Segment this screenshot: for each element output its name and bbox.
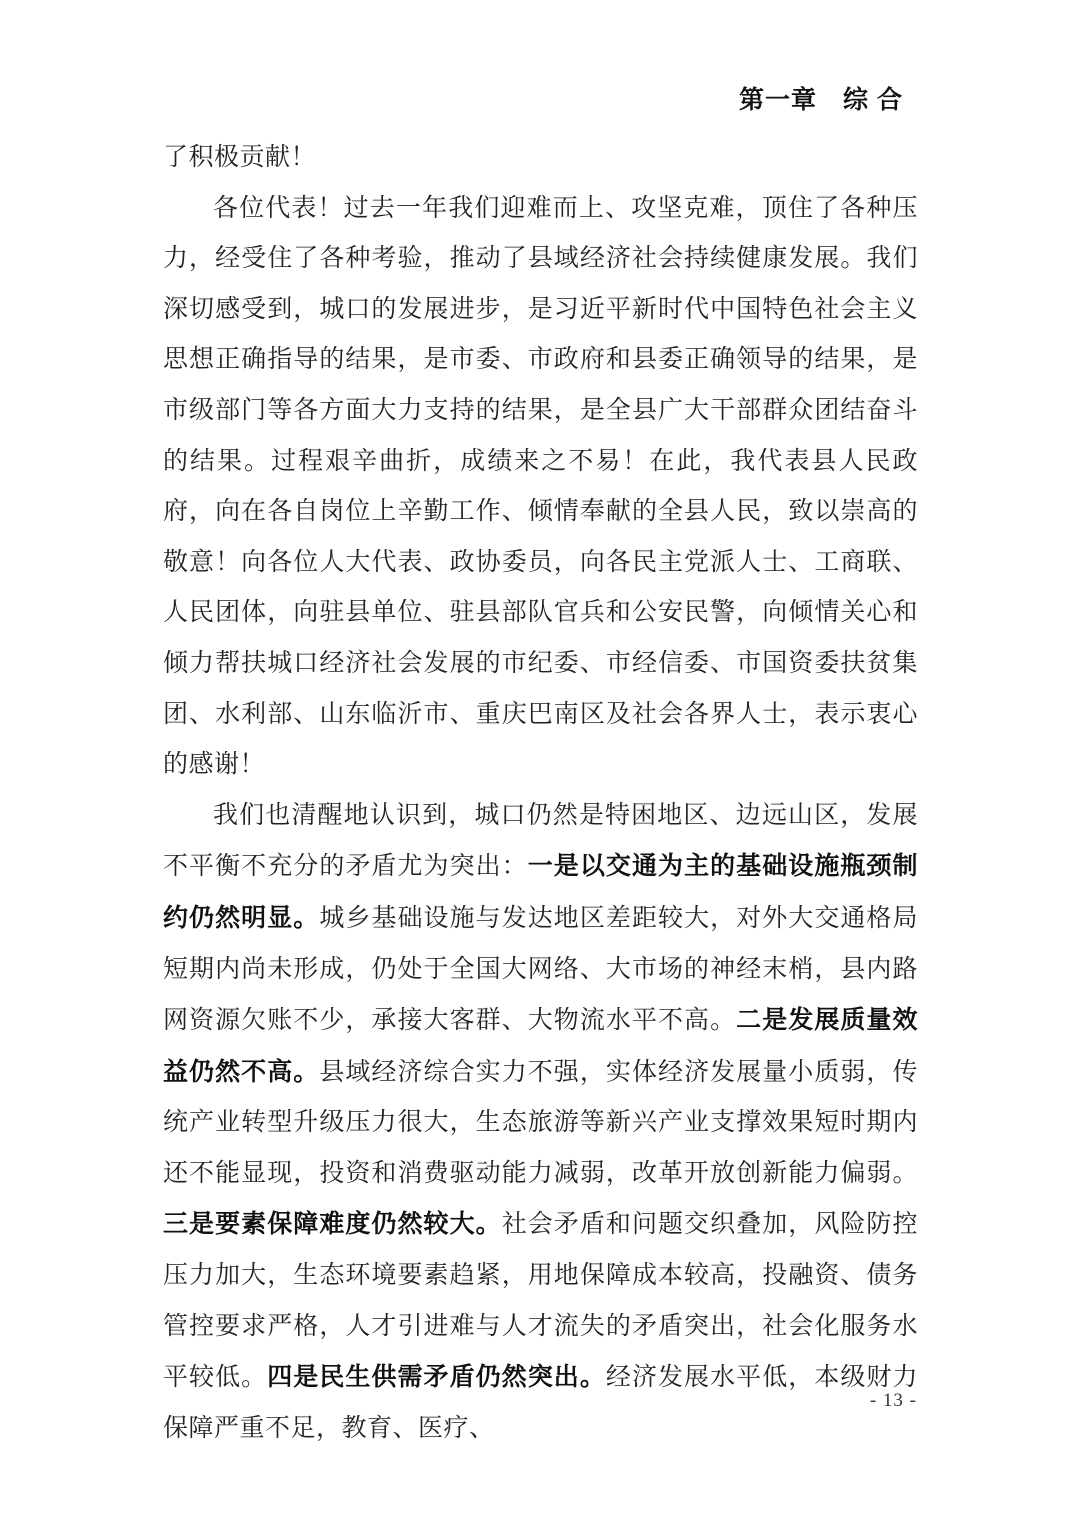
- emphasis-run: 四是民生供需矛盾仍然突出。: [267, 1363, 606, 1392]
- document-body: [163, 133, 918, 1454]
- emphasis-run: 二是发展质量效益仍然不高。: [163, 1006, 918, 1086]
- text-run: 县域经济综合实力不强，实体经济发展量小质弱，传统产业转型升级压力很大，生态旅游等新兴产业支撑效果短时期内还不能显现，投资和消费驱动能力减弱，改革开放创新能力偏弱。: [163, 1058, 918, 1187]
- text-run: 城乡基础设施与发达地区差距较大，对外大交通格局短期内尚未形成，仍处于全国大网络、大市场的神经末梢，县内路网资源欠账不少，承接大客群、大物流水平不高。: [163, 904, 918, 1035]
- paragraph: [163, 133, 918, 184]
- text-run: 了积极贡献！: [163, 144, 317, 171]
- paragraph: [163, 791, 918, 1455]
- text-run: 我们也清醒地认识到，城口仍然是特困地区、边远山区，发展不平衡不充分的矛盾尤为突出：: [163, 801, 918, 881]
- text-run: 各位代表！过去一年我们迎难而上、攻坚克难，顶住了各种压力，经受住了各种考验，推动了县域经济社会持续健康发展。我们深切感受到，城口的发展进步，是习近平新时代中国特色社会主义思想正确指导的结果，是市委、市政府和县委正确领导的结果，是市级部门等各方面大力支持的结果，是全县广大干部群众团结奋斗的结果。过程艰辛曲折，成绩来之不易！在此，我代表县人民政府，向在各自岗位上辛勤工作、倾情奉献的全县人民，致以崇高的敬意！向各位人大代表、政协委员，向各民主党派人士、工商联、人民团体，向驻县单位、驻县部队官兵和公安民警，向倾情关心和倾力帮扶城口经济社会发展的市纪委、市经信委、市国资委扶贫集团、水利部、山东临沂市、重庆巴南区及社会各界人士，表示衷心的感谢！: [163, 194, 918, 779]
- emphasis-run: 一是以交通为主的基础设施瓶颈制约仍然明显。: [163, 852, 918, 932]
- paragraph: [163, 184, 918, 791]
- page-number: - 13 -: [869, 1390, 917, 1411]
- emphasis-run: 三是要素保障难度仍然较大。: [163, 1210, 502, 1239]
- text-run: 社会矛盾和问题交织叠加，风险防控压力加大，生态环境要素趋紧，用地保障成本较高，投融资、债务管控要求严格，人才引进难与人才流失的矛盾突出，社会化服务水平较低。: [163, 1211, 918, 1392]
- chapter-header: 第一章 综 合: [739, 86, 903, 114]
- text-run: 经济发展水平低，本级财力保障严重不足，教育、医疗、: [163, 1364, 918, 1442]
